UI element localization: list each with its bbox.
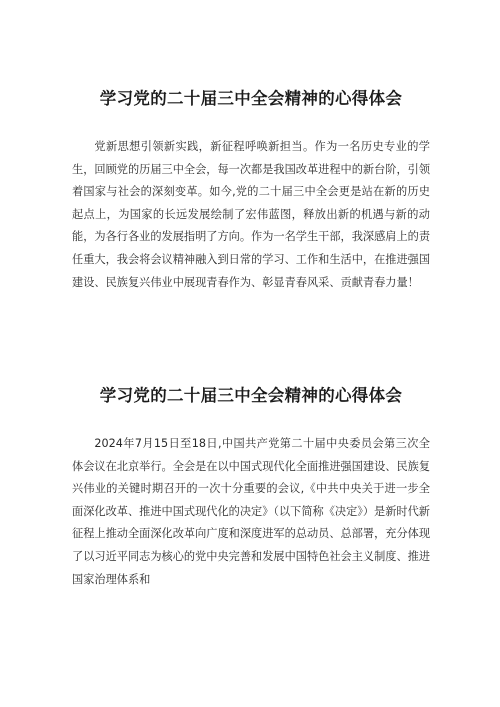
essay-section-1: [72, 88, 430, 294]
section-paragraph: 党新思想引领新实践，新征程呼唤新担当。作为一名历史专业的学生，回顾党的历届三中全会，每一次都是我国改革进程中的新台阶，引领着国家与社会的深刻变革。如今,党的二十届三中全会更是站在新的历史起点上，为国家的长远发展绘制了宏伟蓝图，释放出新的机遇与新的动能，为各行各业的发展指明了方向。作为一名学生干部，我深感肩上的责任重大，我会将会议精神融入到日常的学习、工作和生活中，在推进强国建设、民族复兴伟业中展现青春作为、彰显青春风采、贡献青春力量！: [72, 140, 431, 289]
section-title: 学习党的二十届三中全会精神的心得体会: [99, 386, 403, 405]
section-paragraph: 2024年7月15日至18日,中国共产党第二十届中央委员会第三次全体会议在北京举行。全会是在以中国式现代化全面推进强国建设、民族复兴伟业的关键时期召开的一次十分重要的会议,《中共中央关于进一步全面深化改革、推进中国式现代化的决定》（以下简称《决定》）是新时代新征程上推动全面深化改革向广度和深度进军的总动员、总部署，充分体现了以习近平同志为核心的党中央完善和发展中国特色社会主义制度、推进国家治理体系和: [72, 437, 431, 586]
section-title: 学习党的二十届三中全会精神的心得体会: [99, 89, 403, 108]
essay-section-2: [72, 385, 430, 591]
